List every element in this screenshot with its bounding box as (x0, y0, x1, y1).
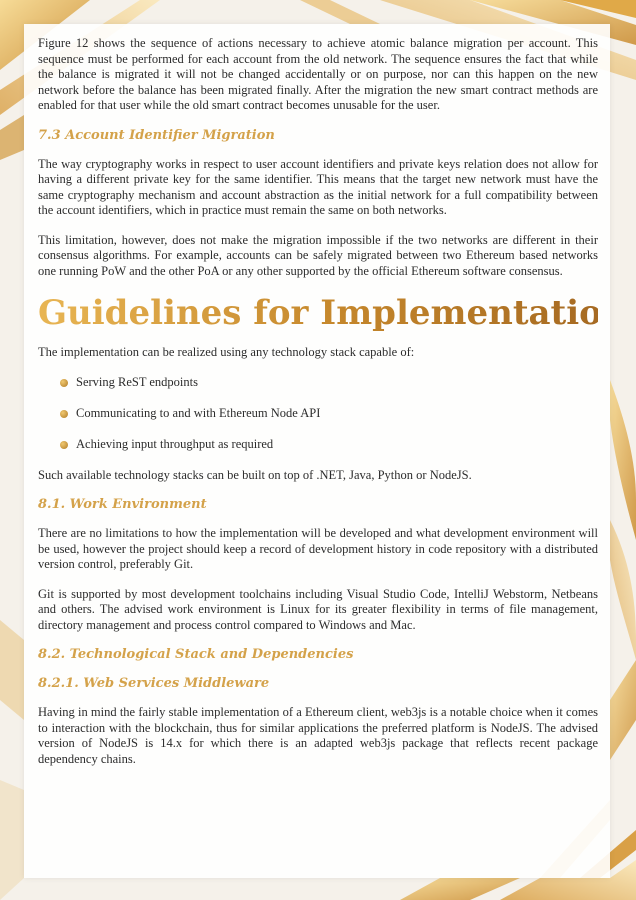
section-8-1-heading: 8.1. Work Environment (38, 497, 207, 512)
bullet-icon (60, 379, 68, 387)
section-7-3-paragraph-1: The way cryptography works in respect to user account identifiers and private keys relation does not allow for having a different private key for the same identifier. This means that the target new network must have the same cryptography mechanism and account abstraction as the initial network for a full compatibility between the account identifiers, which in practice must remain the same on both networks. (38, 156, 598, 217)
guidelines-outro: Such available technology stacks can be built on top of .NET, Java, Python or NodeJS. (38, 467, 472, 482)
list-item (60, 375, 598, 390)
list-item-label: Communicating to and with Ethereum Node API (76, 405, 321, 420)
list-item (60, 437, 598, 452)
list-item-label: Serving ReST endpoints (76, 374, 198, 389)
bullet-icon (60, 441, 68, 449)
document-content (38, 36, 627, 781)
section-8-2-1-heading: 8.2.1. Web Services Middleware (38, 676, 270, 691)
section-7-3-paragraph-2: This limitation, however, does not make the migration impossible if the two networks are different in their consensus algorithms. For example, accounts can be safely migrated between two Ethereum based networks one running PoW and the other PoA or any other supported by the official Ethereum software consensus. (38, 232, 598, 278)
guidelines-title: Guidelines for Implementation (38, 293, 627, 333)
section-7-3-heading: 7.3 Account Identifier Migration (38, 127, 275, 143)
section-8-1-paragraph-1: There are no limitations to how the implementation will be developed and what development environment will be used, however the project should keep a record of development history in code repository with a distributed version control, preferably Git. (38, 526, 598, 571)
section-8-2-1-paragraph: Having in mind the fairly stable implementation of a Ethereum client, web3js is a notable choice when it comes to interaction with the blockchain, thus for similar applications the preferred platform is NodeJS. The advised version of NodeJS is 14.x for which there is an adapted web3js package that reflects recent package dependency chains. (38, 705, 598, 766)
capability-list (38, 375, 598, 452)
section-8-1-paragraph-2: Git is supported by most development toolchains including Visual Studio Code, IntelliJ Webstorm, Netbeans and others. The advised work environment is Linux for its greater flexibility in terms of file management, directory management and process control compared to Windows and Mac. (38, 586, 598, 632)
list-item-label: Achieving input throughput as required (76, 436, 274, 451)
intro-paragraph: Figure 12 shows the sequence of actions necessary to achieve atomic balance migration per account. This sequence must be performed for each account from the old network. The sequence ensures the fact that while the balance is migrated it will not be changed accidentally or on purpose, nor can this happen on the new network before the balance has been migrated finally. After the migration the new smart contract methods are enabled for that user while the old smart contract becomes unusable for the user. (38, 36, 598, 112)
section-8-2-heading: 8.2. Technological Stack and Dependencies (38, 647, 354, 662)
bullet-icon (60, 410, 68, 418)
guidelines-intro: The implementation can be realized using any technology stack capable of: (38, 345, 415, 359)
list-item (60, 406, 598, 421)
